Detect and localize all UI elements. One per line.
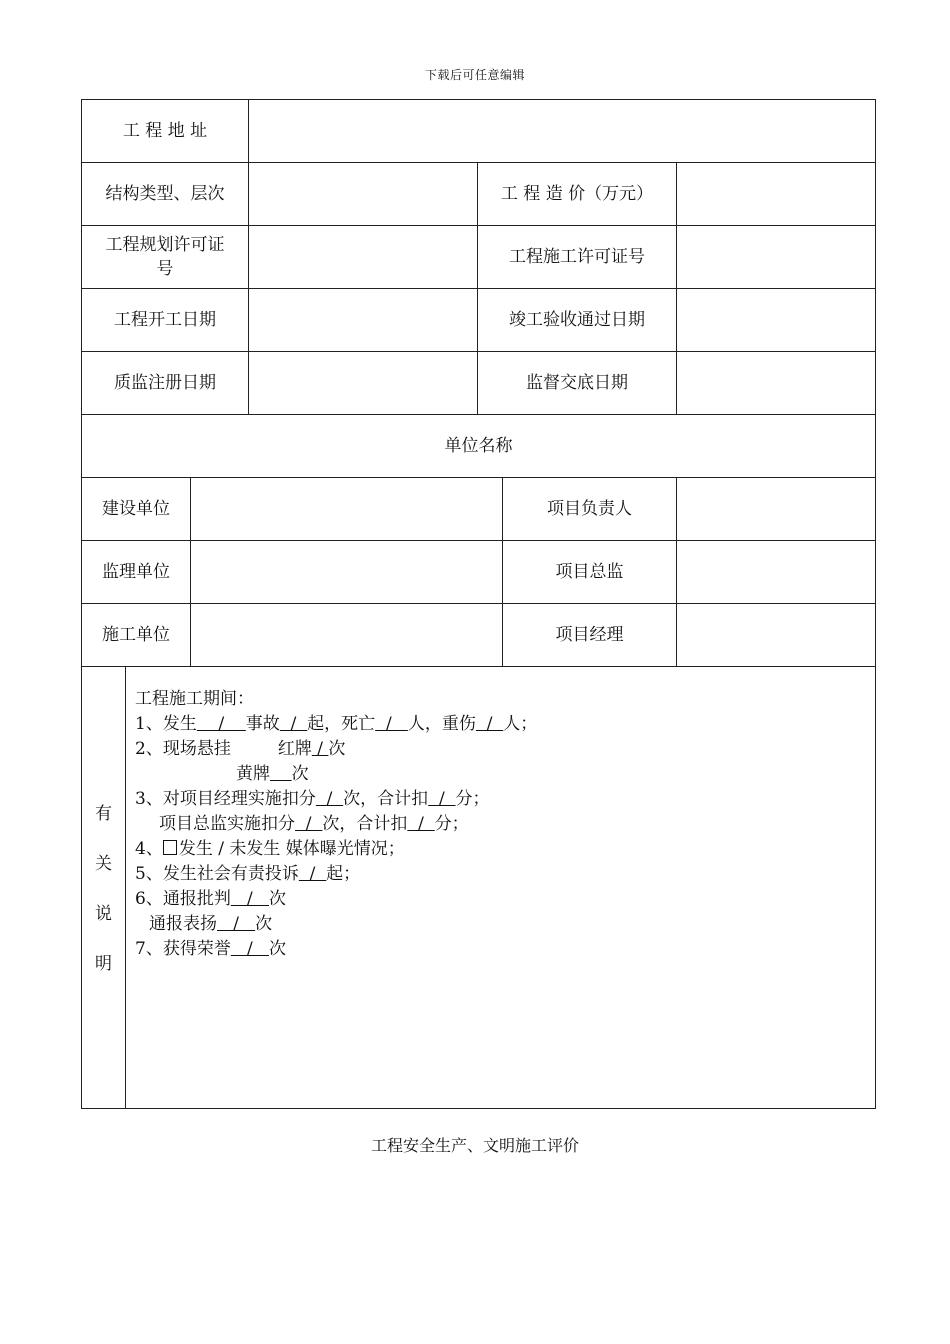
checkbox-icon[interactable] — [163, 840, 177, 855]
header-note: 下载后可任意编辑 — [424, 68, 525, 82]
acceptance-date-label: 竣工验收通过日期 — [509, 310, 645, 330]
col-divider — [125, 666, 126, 1108]
notes-line-2b: 黄牌 次 — [236, 764, 309, 784]
blank-honors: / — [230, 939, 269, 959]
footer-title: 工程安全生产、文明施工评价 — [370, 1136, 579, 1155]
unit-name-header: 单位名称 — [444, 436, 513, 456]
blank-yellow-card — [270, 764, 292, 784]
notes-side-char: 明 — [95, 953, 112, 974]
planning-permit-value — [249, 226, 477, 288]
notes-side-label — [82, 667, 125, 1110]
notes-line-5: 5、发生社会有责投诉 / 起； — [135, 864, 361, 884]
notes-content — [135, 687, 855, 962]
planning-permit-label-line1: 工程规划许可证 — [105, 235, 225, 255]
structure-type-label: 结构类型、层次 — [105, 184, 225, 204]
notes-line-3: 3、对项目经理实施扣分 / 次，合计扣 / 分； — [135, 789, 490, 809]
start-date-value — [249, 289, 477, 351]
blank-complaints: / — [298, 864, 327, 884]
notes-side-char: 说 — [95, 903, 112, 924]
construction-permit-label: 工程施工许可证号 — [509, 247, 645, 267]
blank-deaths: / — [375, 714, 408, 734]
owner-unit-label: 建设单位 — [102, 499, 170, 519]
owner-unit-value — [191, 478, 502, 540]
blank-incidents: / — [196, 714, 246, 734]
blank-pm-deductions: / — [315, 789, 344, 809]
construction-permit-value — [677, 226, 875, 288]
planning-permit-label-line2: 号 — [156, 259, 174, 279]
notes-line-6: 6、通报批判 / 次 — [135, 889, 286, 909]
notes-line-2: 2、现场悬挂 红牌 / 次 — [135, 739, 346, 759]
notes-side-char: 关 — [95, 853, 112, 874]
supervision-unit-label: 监理单位 — [102, 562, 170, 582]
project-cost-value — [677, 163, 875, 225]
notes-line-7: 7、获得荣誉 / 次 — [135, 939, 286, 959]
blank-red-card: / — [311, 739, 329, 759]
project-cost-label: 工 程 造 价（万元） — [500, 184, 654, 204]
row-divider — [82, 666, 875, 667]
notes-line-1: 1、发生 / 事故 / 起，死亡 / 人，重伤 / 人； — [135, 714, 538, 734]
start-date-label: 工程开工日期 — [114, 310, 216, 330]
project-address-value — [249, 100, 875, 162]
structure-type-value — [249, 163, 477, 225]
blank-pm-points: / — [428, 789, 456, 809]
evaluation-table — [81, 99, 876, 1109]
chief-supervisor-label: 项目总监 — [555, 562, 624, 582]
project-manager-value — [677, 604, 875, 666]
blank-cs-deductions: / — [295, 814, 323, 834]
project-leader-value — [677, 478, 875, 540]
notes-line-3b: 项目总监实施扣分 / 次，合计扣 / 分； — [159, 814, 469, 834]
notes-line-6b: 通报表扬 / 次 — [149, 914, 273, 934]
construction-unit-label: 施工单位 — [102, 625, 170, 645]
notes-heading: 工程施工期间： — [135, 689, 254, 709]
blank-commendations: / — [217, 914, 256, 934]
project-address-label: 工 程 地 址 — [122, 121, 208, 141]
notes-line-4: 4、 发生 / 未发生 媒体曝光情况； — [135, 839, 405, 859]
project-manager-label: 项目经理 — [555, 625, 624, 645]
blank-injuries: / — [475, 714, 504, 734]
blank-criticisms: / — [230, 889, 269, 909]
blank-cs-points: / — [407, 814, 435, 834]
acceptance-date-value — [677, 289, 875, 351]
construction-unit-value — [191, 604, 502, 666]
supervision-unit-value — [191, 541, 502, 603]
chief-supervisor-value — [677, 541, 875, 603]
qs-register-date-label: 质监注册日期 — [114, 373, 216, 393]
qs-register-date-value — [249, 352, 477, 414]
notes-side-char: 有 — [95, 803, 112, 824]
project-leader-label: 项目负责人 — [547, 499, 632, 519]
supervision-brief-date-value — [677, 352, 875, 414]
supervision-brief-date-label: 监督交底日期 — [526, 373, 628, 393]
planning-permit-label — [82, 226, 248, 288]
blank-count: / — [279, 714, 308, 734]
